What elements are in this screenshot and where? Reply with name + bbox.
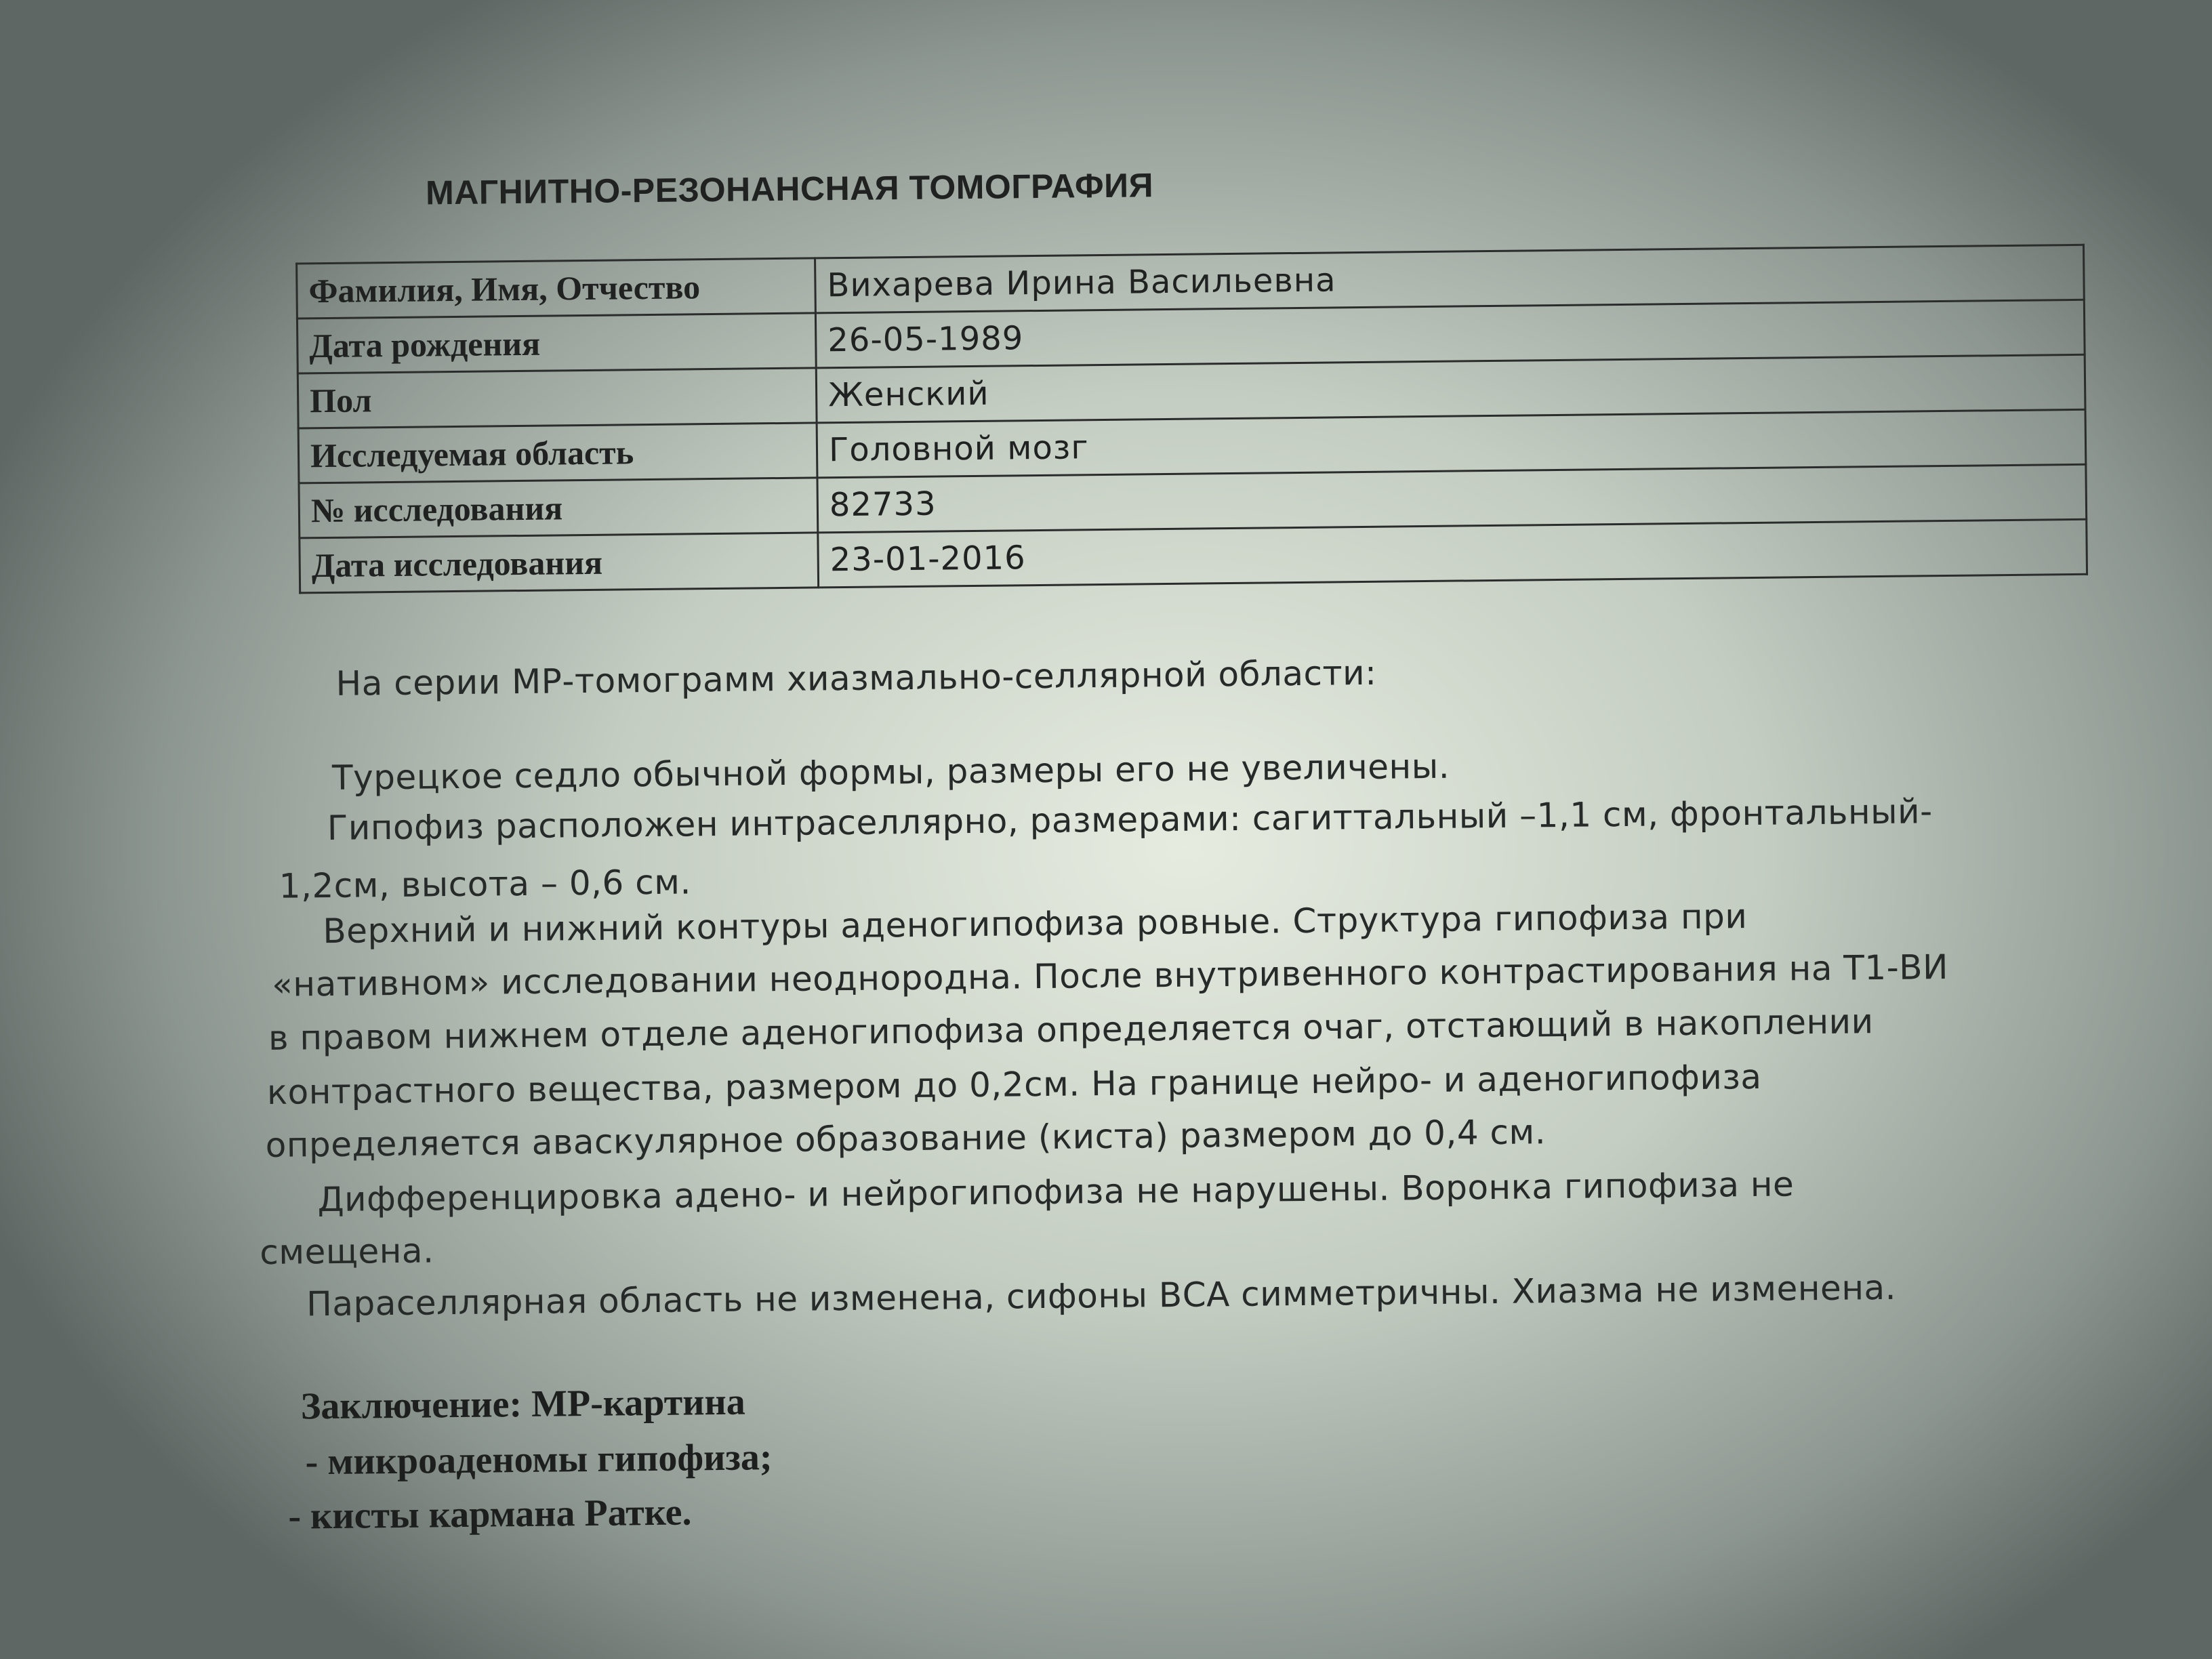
row-value-sex: Женский: [816, 354, 2085, 423]
finding-line: в правом нижнем отделе аденогипофиза определяется очаг, отстающий в накоплении: [268, 1002, 1874, 1058]
row-value-birth-date: 26-05-1989: [815, 300, 2085, 368]
patient-info-table: [295, 244, 2088, 594]
conclusion-heading: Заключение: МР-картина: [300, 1380, 745, 1428]
row-value-study-number: 82733: [817, 464, 2087, 533]
finding-line: Верхний и нижний контуры аденогипофиза ровные. Структура гипофиза при: [323, 897, 1748, 951]
row-label-sex: Пол: [298, 368, 817, 428]
row-label-study-number: № исследования: [299, 478, 818, 538]
finding-line: «нативном» исследовании неоднородна. После внутривенного контрастирования на Т1-ВИ: [271, 947, 1949, 1004]
intro-text: На серии МР-томограмм хиазмально-селлярной области:: [335, 653, 1377, 703]
row-label-study-date: Дата исследования: [300, 533, 819, 593]
conclusion-item: - микроаденомы гипофиза;: [305, 1436, 773, 1483]
row-value-full-name: Вихарева Ирина Васильевна: [815, 245, 2085, 313]
finding-line: смещена.: [260, 1231, 434, 1273]
finding-line: Гипофиз расположен интраселлярно, размерами: сагиттальный –1,1 см, фронтальный-: [327, 792, 1933, 848]
row-label-study-area: Исследуемая область: [298, 423, 817, 483]
finding-line: Турецкое седло обычной формы, размеры его не увеличены.: [331, 746, 1450, 798]
row-value-study-date: 23-01-2016: [818, 519, 2087, 588]
row-label-full-name: Фамилия, Имя, Отчество: [297, 258, 816, 319]
finding-line: Дифференцировка адено- и нейрогипофиза не нарушены. Воронка гипофиза не: [317, 1164, 1795, 1220]
conclusion-item: - кисты кармана Ратке.: [288, 1491, 692, 1538]
document-title: МАГНИТНО-РЕЗОНАНСНАЯ ТОМОГРАФИЯ: [425, 166, 1154, 212]
row-value-study-area: Головной мозг: [817, 409, 2086, 478]
finding-line: определяется аваскулярное образование (киста) размером до 0,4 см.: [265, 1112, 1547, 1165]
row-label-birth-date: Дата рождения: [297, 313, 816, 373]
finding-line: контрастного вещества, размером до 0,2см. На границе нейро- и аденогипофиза: [266, 1057, 1762, 1112]
finding-line: Параселлярная область не изменена, сифоны ВСА симметричны. Хиазма не изменена.: [306, 1267, 1897, 1324]
finding-line: 1,2см, высота – 0,6 см.: [279, 862, 692, 906]
